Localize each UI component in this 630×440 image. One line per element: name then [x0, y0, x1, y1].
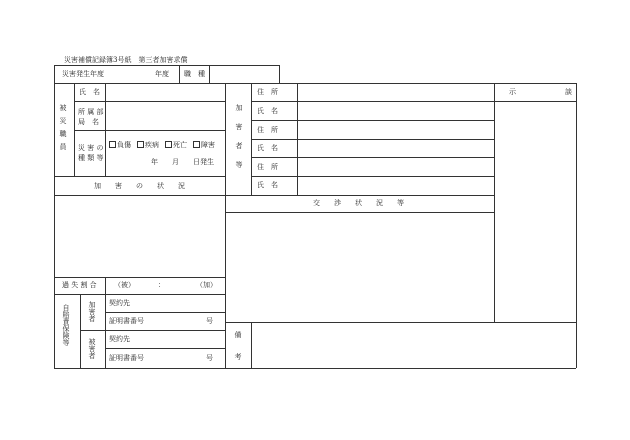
type-label-2: 種 類 等: [78, 154, 104, 162]
victim-name-label: 氏 名: [79, 88, 100, 96]
victim-cert-unit: 号: [206, 354, 213, 362]
victim-cert-label: 証明書番号: [109, 354, 144, 362]
perp-cert-unit: 号: [206, 317, 213, 325]
injury-label: 負傷: [117, 141, 131, 149]
perpetrator-section-label: 加害者等: [235, 104, 243, 180]
injury-option-death[interactable]: [165, 141, 187, 149]
injury-option-illness[interactable]: [137, 141, 159, 149]
victim-section-label: 被災職員: [59, 104, 67, 156]
type-label-1: 災 害 の: [78, 144, 104, 152]
fault-perpetrator: （加）: [196, 281, 217, 289]
year-label: 災害発生年度: [62, 70, 104, 78]
perp-address-label-1: 住 所: [257, 88, 278, 96]
fault-ratio-label: 過 失 割 合: [62, 281, 97, 289]
negotiation-label: 交 渉 状 況 等: [313, 199, 404, 207]
form-title: 災害補償記録簿3号紙 第三者加害求償: [64, 56, 188, 64]
injury-option-injury[interactable]: [109, 141, 131, 149]
year-unit: 年度: [155, 70, 169, 78]
illness-label: 疾病: [145, 141, 159, 149]
perp-address-label-3: 住 所: [257, 163, 278, 171]
checkbox-illness[interactable]: [137, 141, 144, 148]
perp-contract-label: 契約先: [109, 299, 130, 307]
disability-label: 障害: [201, 141, 215, 149]
checkbox-disability[interactable]: [193, 141, 200, 148]
insurance-section-label: 自賠責保険等: [62, 304, 70, 346]
dept-label-1: 所 属 部: [78, 108, 104, 116]
perp-address-label-2: 住 所: [257, 126, 278, 134]
injury-option-disability[interactable]: [193, 141, 215, 149]
perp-name-label-3: 氏 名: [257, 181, 278, 189]
insurance-perp-label: 加害者: [88, 301, 96, 322]
dept-label-2: 局 名: [78, 118, 99, 126]
checkbox-death[interactable]: [165, 141, 172, 148]
occupation-label: 職 種: [184, 70, 205, 78]
damage-status-label: 加 害 の 状 況: [94, 182, 185, 190]
perp-name-label-2: 氏 名: [257, 144, 278, 152]
fault-victim: （被）: [114, 281, 135, 289]
death-label: 死亡: [173, 141, 187, 149]
perp-cert-label: 証明書番号: [109, 317, 144, 325]
perp-name-label-1: 氏 名: [257, 107, 278, 115]
victim-contract-label: 契約先: [109, 335, 130, 343]
insurance-victim-label: 被害者: [88, 338, 96, 359]
checkbox-injury[interactable]: [109, 141, 116, 148]
occurrence-date: 年 月 日発生: [151, 158, 214, 166]
instructions-label: 示 談: [509, 88, 572, 96]
fault-separator: ：: [158, 281, 165, 289]
remarks-label: 備 考: [234, 331, 242, 364]
